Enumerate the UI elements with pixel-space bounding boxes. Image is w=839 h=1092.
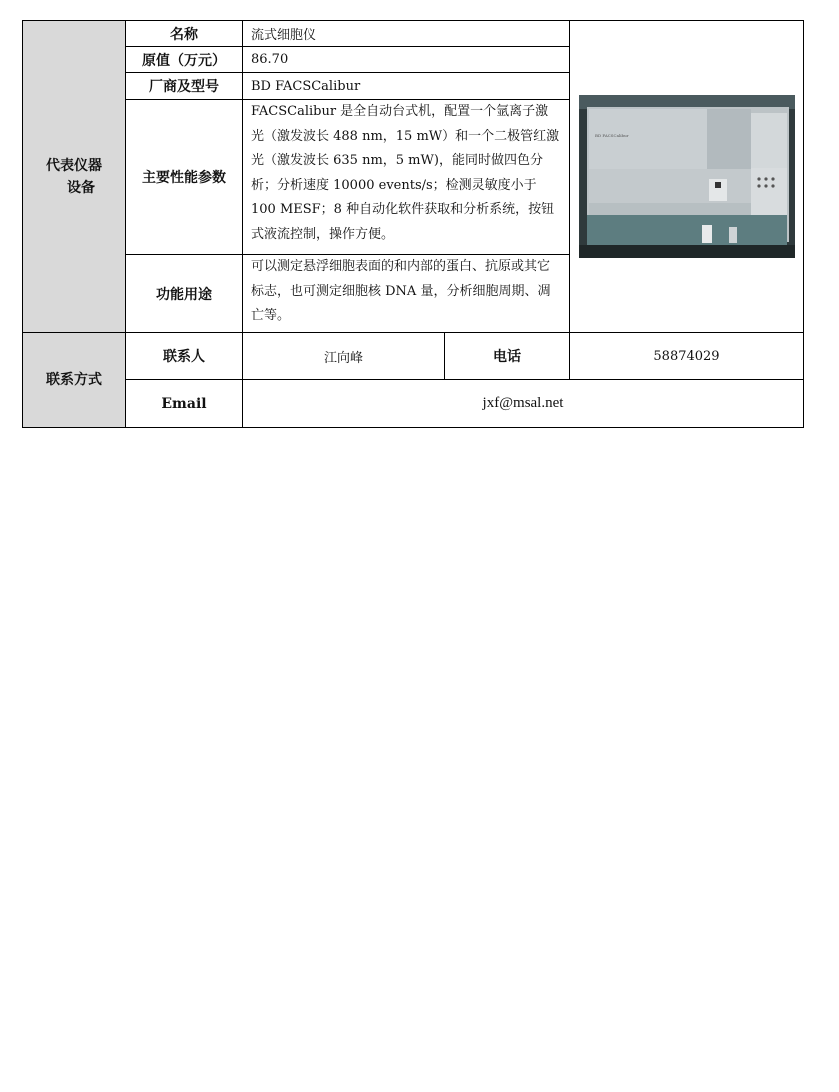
- name-value: 流式细胞仪: [243, 21, 570, 47]
- contact-section-label: 联系方式: [23, 333, 126, 428]
- price-label: 原值（万元）: [126, 47, 243, 73]
- phone-value: 58874029: [570, 333, 804, 380]
- photo-cell: [570, 21, 804, 333]
- name-label: 名称: [126, 21, 243, 47]
- function-label: 功能用途: [126, 255, 243, 333]
- equipment-info-table: [22, 20, 804, 428]
- flow-cytometer-photo: [579, 95, 795, 258]
- equipment-section-label-line2: 设备: [67, 179, 95, 196]
- row-name: [23, 21, 804, 47]
- row-contact-person: [23, 333, 804, 380]
- specs-value: FACSCalibur 是全自动台式机，配置一个氩离子激光（激发波长 488 nm，15 mW）和一个二极管红激光（激发波长 635 nm，5 mW)，能同时做四色分析；分析速度 10000 events/s；检测灵敏度小于 100 MESF；8 种自动化软件获取和分析系统，按钮式液流控制，操作方便。: [243, 100, 570, 255]
- person-value: 江向峰: [243, 333, 445, 380]
- equipment-section-label: [23, 21, 126, 333]
- price-value: 86.70: [243, 47, 570, 73]
- specs-label: 主要性能参数: [126, 100, 243, 255]
- phone-label: 电话: [445, 333, 570, 380]
- function-value: 可以测定悬浮细胞表面的和内部的蛋白、抗原或其它标志，也可测定细胞核 DNA 量，分析细胞周期、凋亡等。: [243, 255, 570, 333]
- email-value[interactable]: jxf@msal.net: [243, 380, 804, 428]
- email-label: Email: [126, 380, 243, 428]
- row-email: [23, 380, 804, 428]
- model-label: 厂商及型号: [126, 73, 243, 100]
- person-label: 联系人: [126, 333, 243, 380]
- model-value: BD FACSCalibur: [243, 73, 570, 100]
- photo-brand-text: BD FACSCalibur: [594, 133, 629, 138]
- equipment-section-label-line1: 代表仪器: [46, 157, 102, 174]
